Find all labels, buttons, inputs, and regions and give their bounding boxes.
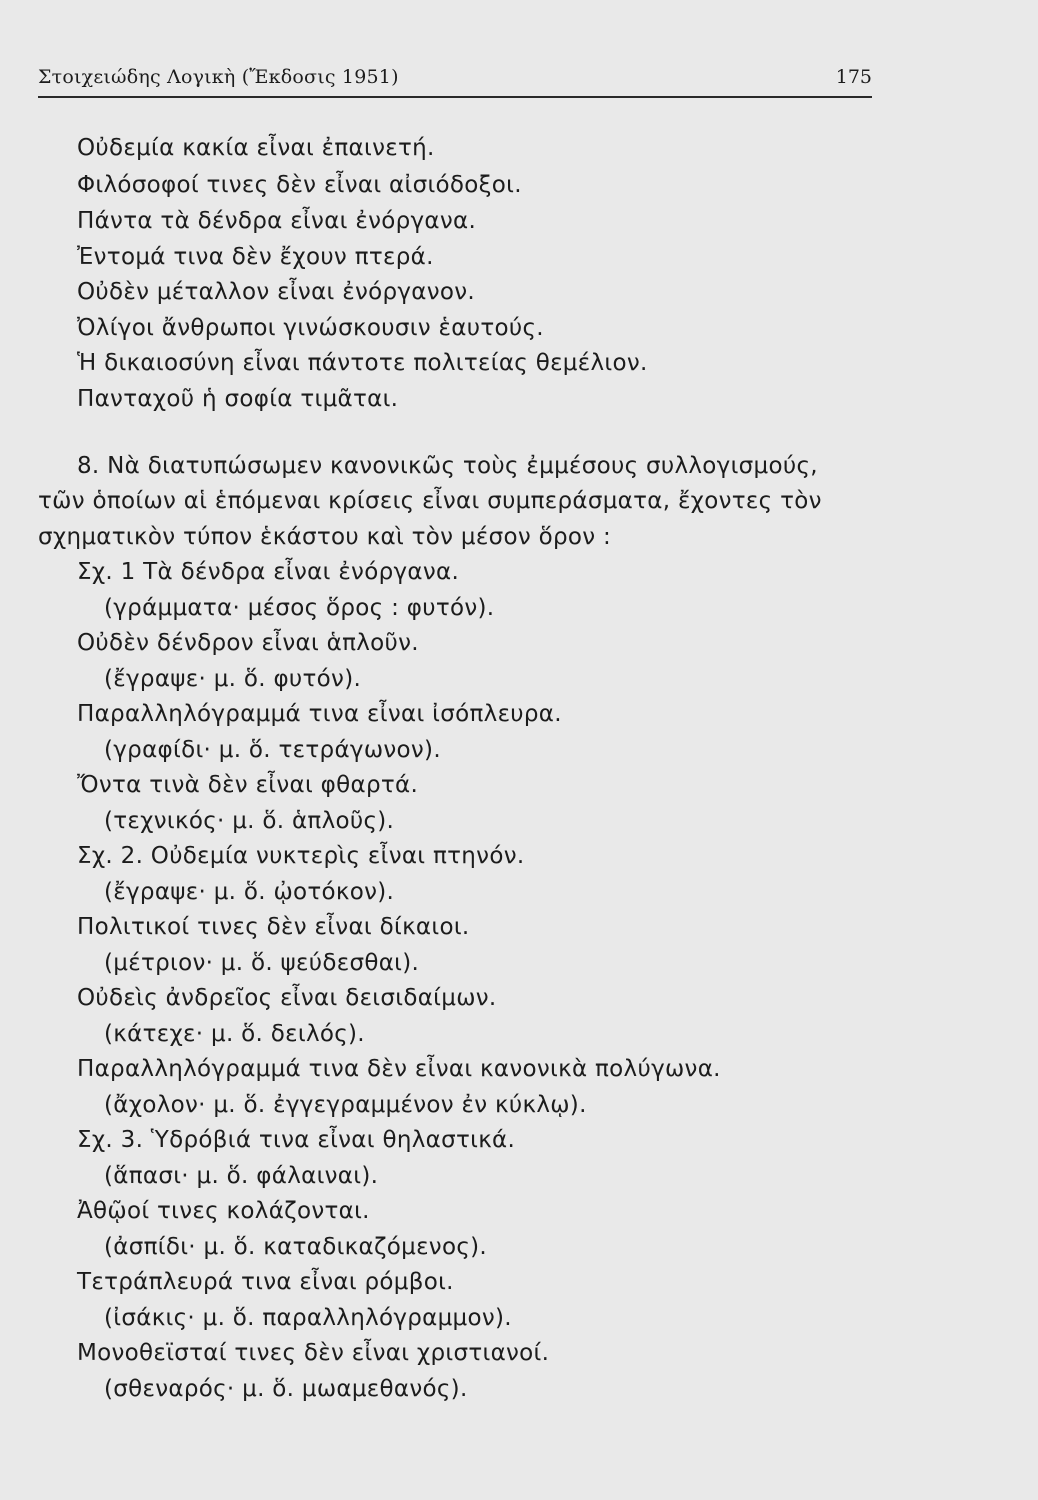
exercise-item-hint: (σθεναρός· μ. ὅ. μωαμεθανός).	[104, 1376, 468, 1402]
exercise-intro-line: 8. Νὰ διατυπώσωμεν κανονικῶς τοὺς ἐμμέσους συλλογισμούς,	[77, 453, 818, 479]
exercise-item: Τετράπλευρά τινα εἶναι ρόμβοι.	[77, 1269, 454, 1295]
exercise-item: Παραλληλόγραμμά τινα δὲν εἶναι κανονικὰ πολύγωνα.	[77, 1056, 721, 1082]
running-header	[38, 66, 872, 98]
exercise-item-hint: (μέτριον· μ. ὅ. ψεύδεσθαι).	[104, 950, 420, 976]
exercise-item: Ὄντα τινὰ δὲν εἶναι φθαρτά.	[77, 772, 419, 798]
list-item: Ὀλίγοι ἄνθρωποι γινώσκουσιν ἑαυτούς.	[77, 315, 544, 341]
exercise-item-hint: (ἰσάκις· μ. ὅ. παραλληλόγραμμον).	[104, 1305, 512, 1331]
list-item: Πάντα τὰ δένδρα εἶναι ἐνόργανα.	[77, 208, 477, 234]
exercise-item: Πολιτικοί τινες δὲν εἶναι δίκαιοι.	[77, 914, 470, 940]
exercise-item: Σχ. 1 Τὰ δένδρα εἶναι ἐνόργανα.	[77, 559, 460, 585]
list-item: Ἐντομά τινα δὲν ἔχουν πτερά.	[77, 244, 434, 270]
exercise-item-hint: (γραφίδι· μ. ὅ. τετράγωνον).	[104, 737, 441, 763]
exercise-item: Οὐδὲν δένδρον εἶναι ἁπλοῦν.	[77, 630, 419, 656]
exercise-item-hint: (ἔγραψε· μ. ὅ. φυτόν).	[104, 666, 362, 692]
exercise-item: Μονοθεϊσταί τινες δὲν εἶναι χριστιανοί.	[77, 1340, 550, 1366]
exercise-item: Σχ. 3. Ὑδρόβιά τινα εἶναι θηλαστικά.	[77, 1127, 516, 1153]
exercise-item-hint: (ἅπασι· μ. ὅ. φάλαιναι).	[104, 1163, 379, 1189]
exercise-item: Παραλληλόγραμμά τινα εἶναι ἰσόπλευρα.	[77, 701, 562, 727]
list-item: Οὐδὲν μέταλλον εἶναι ἐνόργανον.	[77, 279, 476, 305]
exercise-item: Οὐδεὶς ἀνδρεῖος εἶναι δεισιδαίμων.	[77, 985, 497, 1011]
list-item: Πανταχοῦ ἡ σοφία τιμᾶται.	[77, 386, 399, 412]
list-item: Φιλόσοφοί τινες δὲν εἶναι αἰσιόδοξοι.	[77, 172, 522, 198]
page-number: 175	[835, 66, 872, 88]
exercise-item: Σχ. 2. Οὐδεμία νυκτερὶς εἶναι πτηνόν.	[77, 843, 525, 869]
exercise-item-hint: (ἔγραψε· μ. ὅ. ᾠοτόκον).	[104, 879, 395, 905]
exercise-intro-line: σχηματικὸν τύπον ἑκάστου καὶ τὸν μέσον ὅρον :	[38, 524, 612, 550]
list-item: Ἡ δικαιοσύνη εἶναι πάντοτε πολιτείας θεμέλιον.	[77, 350, 648, 376]
exercise-item-hint: (γράμματα· μέσος ὅρος : φυτόν).	[104, 595, 495, 621]
header-rule	[38, 96, 872, 98]
running-title: Στοιχειώδης Λογικὴ (Ἔκδοσις 1951)	[38, 66, 399, 88]
list-item: Οὐδεμία κακία εἶναι ἐπαινετή.	[77, 135, 435, 161]
exercise-item-hint: (τεχνικός· μ. ὅ. ἁπλοῦς).	[104, 808, 395, 834]
exercise-intro-line: τῶν ὁποίων αἱ ἑπόμεναι κρίσεις εἶναι συμπεράσματα, ἔχοντες τὸν	[38, 488, 822, 514]
exercise-item-hint: (κάτεχε· μ. ὅ. δειλός).	[104, 1021, 365, 1047]
exercise-item-hint: (ἀσπίδι· μ. ὅ. καταδικαζόμενος).	[104, 1234, 488, 1260]
exercise-item: Ἀθῷοί τινες κολάζονται.	[77, 1198, 370, 1224]
exercise-item-hint: (ἄχολον· μ. ὅ. ἐγγεγραμμένον ἐν κύκλῳ).	[104, 1092, 587, 1118]
